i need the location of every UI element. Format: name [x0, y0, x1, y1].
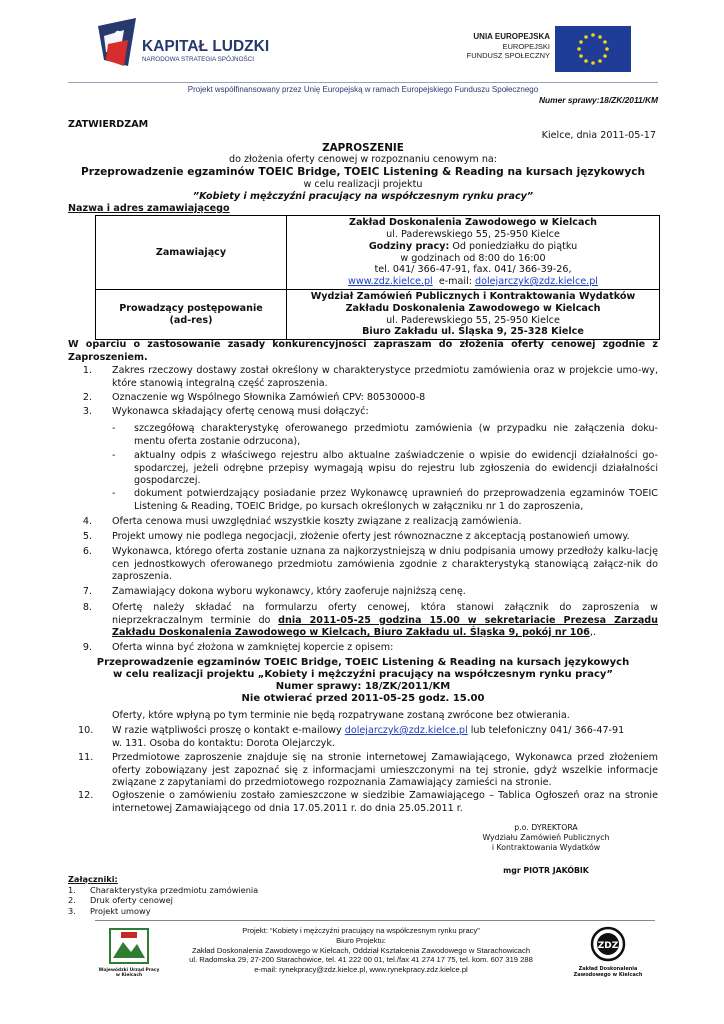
wup-caption: Wojewódzki Urząd Pracy w Kielcach: [98, 968, 160, 979]
item-text: Przedmiotowe zaproszenie znajduje się na stronie internetowej Zamawiającego, Wykonawca przed złożeniem oferty zobowiązany jest zapoznać się z informacjami umieszczonymi na tej stronie, gdyż wszelkie informacje związane z zapytaniami do przedmiotowego rozpoznania Zamawiający zamieści na stronie.: [112, 752, 658, 788]
item-text: Wykonawca, którego oferta zostanie uznana za najkorzystniejszą w dniu podpisania umowy przedłoży kalku-lację cen jednostkowych oferowanego przedmiotu zamówienia zgodnie z charakterystyką stanowiącą załącz-nik do zaproszenia.: [112, 546, 658, 582]
zdz-caption: Zakład Doskonalenia Zawodowego w Kielcach: [573, 966, 643, 978]
website-link[interactable]: www.zdz.kielce.pl: [348, 276, 433, 288]
signature-role: p.o. DYREKTORA: [514, 823, 578, 832]
conductor-label: Prowadzący postępowanie (ad-res): [96, 290, 287, 340]
orderer-name: Zakład Doskonalenia Zawodowego w Kielcach: [349, 217, 597, 229]
bullet-dash: -: [112, 450, 116, 461]
list-item: [78, 516, 658, 529]
list-item: [78, 725, 658, 750]
item10-text: W razie wątpliwości proszę o kontakt e-mailowy: [112, 725, 345, 736]
item-number: 1.: [82, 365, 92, 376]
item-number: 5.: [82, 531, 92, 542]
orderer-hours: [289, 241, 657, 253]
bullet-dash: -: [112, 488, 116, 499]
conductor-details: [287, 290, 660, 340]
footer-email: e-mail: rynekpracy@zdz.kielce.pl, www.rynekpracy.zdz.kielce.pl: [254, 965, 468, 975]
item-text: Oferta cenowa musi uwzględniać wszystkie koszty związane z realizacją zamówienia.: [112, 516, 522, 527]
attachment-item: [68, 895, 258, 906]
doc-subtitle-1: do złożenia oferty cenowej w rozpoznaniu cenowym na:: [228, 154, 498, 165]
footer-divider: [95, 920, 655, 921]
item-text: [112, 602, 658, 640]
conductor-name-2: Zakładu Doskonalenia Zawodowego w Kielcach: [345, 302, 601, 314]
item-number: 9.: [82, 642, 92, 653]
item-number: 3.: [82, 406, 92, 417]
envelope-line-2: w celu realizacji projektu „Kobiety i mężczyźni pracujący na współczesnym rynku pracy”: [113, 669, 613, 680]
item-text: Ogłoszenie o zamówieniu zostało zamieszczone w siedzibie Zamawiającego – Tablica Ogłoszeń oraz na stronie internetowej Zamawiającego od dnia 17.05.2011 r. do dnia 25.05.2011 r.: [112, 790, 658, 814]
orderer-label: Zamawiający: [96, 216, 287, 290]
footer-office-label: Biuro Projektu:: [336, 935, 386, 945]
attachment-number: 1.: [68, 884, 76, 895]
hours-days: Od poniedziałku do piątku: [449, 240, 578, 252]
item-text: szczegółową charakterystykę oferowanego przedmiotu zamówienia (w przypadku nie załączenia doku-mentu oferta zostanie odrzucona),: [134, 423, 658, 447]
table-row: [96, 290, 660, 340]
email-link[interactable]: dolejarczyk@zdz.kielce.pl: [475, 276, 598, 288]
list-item: [78, 546, 658, 584]
kl-emblem-icon: [94, 14, 140, 70]
wup-logo: [97, 928, 161, 984]
bullet-dash: -: [112, 423, 116, 434]
footer-project: Projekt: “Kobiety i mężczyźni pracujący na współczesnym rynku pracy”: [242, 926, 480, 935]
header-divider: [68, 82, 658, 83]
list-item: [78, 642, 658, 655]
item-number: 12.: [78, 790, 94, 801]
orderer-contact: [289, 276, 657, 288]
item10-contact: w. 131. Osoba do kontaktu: Dorota Olejarczyk.: [112, 737, 335, 749]
item-number: 8.: [82, 602, 92, 613]
section-heading: Nazwa i adres zamawiającego: [68, 203, 230, 214]
late-offers-note: Oferty, które wpłyną po tym terminie nie będą rozpatrywane zostaną zwrócone bez otwierania.: [112, 710, 570, 721]
conductor-address: ul. Paderewskiego 55, 25-950 Kielce: [386, 314, 560, 326]
item-text: dokument potwierdzający posiadanie przez Wykonawcę uprawnień do przeprowadzenia egzaminów TOEIC Listening & Reading, TOEIC Bridge, po kursach określonych w załączniku nr 1 do zaproszenia,: [134, 488, 658, 512]
doc-project: ”Kobiety i mężczyźni pracujący na współczesnym rynku pracy”: [192, 191, 534, 202]
attachment-number: 3.: [68, 905, 76, 916]
item10-phone: lub telefoniczny 041/ 366-47-91: [467, 725, 625, 736]
attachments-heading: Załączniki:: [68, 874, 118, 884]
deadline-text: dnia 2011-05-25 godzina 15.00 w sekretariacie Prezesa Zarządu Zakładu Doskonalenia Zawodowego w Kielcach, Biuro Zakładu ul. Śląska 9, pokój nr 106: [112, 614, 658, 638]
cofinance-banner: Projekt współfinansowany przez Unię Europejską w ramach Europejskiego Funduszu Społecznego: [187, 85, 539, 94]
orderer-phone: tel. 041/ 366-47-91, fax. 041/ 366-39-26,: [374, 264, 572, 276]
attachment-item: [68, 906, 258, 917]
eu-line1: UNIA EUROPEJSKA: [473, 32, 550, 41]
zdz-emblem-icon: [587, 926, 629, 962]
item-number: 2.: [82, 392, 92, 403]
item-text: Oferta winna być złożona w zamkniętej kopercie z opisem:: [112, 642, 394, 653]
footer-office-name: Zakład Doskonalenia Zawodowego w Kielcach, Oddział Kształcenia Zawodowego w Starachowicach: [191, 945, 531, 955]
orderer-details: [287, 216, 660, 290]
list-item: [78, 406, 658, 419]
doc-subject: Przeprowadzenie egzaminów TOEIC Bridge, TOEIC Listening & Reading na kursach językowych: [80, 166, 646, 178]
kl-title: KAPITAŁ LUDZKI: [142, 38, 270, 55]
envelope-line-4: Nie otwierać przed 2011-05-25 godz. 15.00: [241, 693, 485, 704]
orderer-address: ul. Paderewskiego 55, 25-950 Kielce: [386, 228, 560, 240]
case-number: Numer sprawy:18/ZK/2011/KM: [539, 95, 658, 105]
item-number: 7.: [82, 586, 92, 597]
list-item: [78, 531, 658, 544]
item8-text: Ofertę należy składać na formularzu oferty cenowej, która stanowi załącznik do zaproszenia w nieprzekraczalnym terminie do: [112, 602, 658, 626]
eu-flag: [555, 26, 631, 72]
email-label: e-mail:: [432, 276, 476, 288]
eu-line3: FUNDUSZ SPOŁECZNY: [466, 51, 550, 60]
signature-name: mgr PIOTR JAKÓBIK: [503, 865, 589, 875]
item-text: [112, 725, 658, 750]
attachment-number: 2.: [68, 895, 76, 905]
list-item: [78, 586, 658, 599]
orderer-table: [95, 215, 660, 340]
eu-stars-icon: [555, 26, 631, 72]
approve-label: ZATWIERDZAM: [68, 119, 149, 130]
list-item: [78, 790, 658, 815]
item-number: 10.: [78, 725, 94, 736]
attachment-label: Druk oferty cenowej: [90, 895, 173, 905]
list-item: [78, 365, 658, 390]
attachment-label: Projekt umowy: [90, 905, 151, 916]
doc-subtitle-2: w celu realizacji projektu: [303, 179, 423, 190]
place-date: Kielce, dnia 2011-05-17: [541, 130, 656, 141]
envelope-line-3: Numer sprawy: 18/ZK/2011/KM: [275, 681, 451, 692]
attachment-item: [68, 885, 258, 896]
kl-subtitle: NARODOWA STRATEGIA SPÓJNOŚCI: [142, 56, 254, 63]
orderer-hours-time: w godzinach od 8:00 do 16:00: [400, 252, 546, 264]
kapital-ludzki-logo: [94, 14, 284, 70]
signature-dept-1: Wydziału Zamówień Publicznych: [482, 833, 610, 843]
item-text: Zakres rzeczowy dostawy został określony w charakterystyce przedmiotu zamówienia oraz w projekcie umo-wy, które stanowią integralną część zaproszenia.: [112, 365, 658, 389]
eu-text-block: [454, 32, 550, 60]
footer-text: [165, 926, 557, 975]
item-number: 4.: [82, 516, 92, 527]
list-item: [112, 423, 658, 448]
attachment-label: Charakterystyka przedmiotu zamówienia: [90, 884, 259, 895]
table-row: [96, 216, 660, 290]
list-item: [112, 450, 658, 488]
item-number: 6.: [82, 546, 92, 557]
item-text: Oznaczenie wg Wspólnego Słownika Zamówień CPV: 80530000-8: [112, 392, 426, 403]
signature-block: [466, 823, 626, 876]
list-item: [112, 488, 658, 513]
eu-line2: EUROPEJSKI: [502, 42, 550, 51]
attachments: [68, 874, 258, 916]
item8-end: ,.: [589, 627, 596, 638]
list-item: [78, 392, 658, 405]
hours-label: Godziny pracy:: [368, 240, 450, 252]
item-text: Wykonawca składający ofertę cenową musi dołączyć:: [112, 406, 369, 417]
item-text: aktualny odpis z właściwego rejestru albo aktualne zaświadczenie o wpisie do ewidencji działalności go-spodarczej, jeżeli odrębne przepisy wymagają wpisu do rejestru lub zgłoszenia do ewidencji działalności gospodarczej.: [134, 450, 658, 486]
signature-dept-2: i Kontraktowania Wydatków: [491, 843, 601, 853]
item-number: 11.: [78, 752, 94, 763]
wup-emblem-icon: [109, 928, 149, 964]
intro-paragraph: W oparciu o zastosowanie zasady konkurencyjności zapraszam do złożenia oferty cenowej zgodnie z Zaproszeniem.: [68, 339, 658, 363]
item-text: Zamawiający dokona wyboru wykonawcy, który zaoferuje najniższą cenę.: [112, 586, 466, 597]
zdz-logo: [560, 926, 656, 978]
conductor-name-1: Wydział Zamówień Publicznych i Kontraktowania Wydatków: [310, 290, 636, 302]
conductor-office: Biuro Zakładu ul. Śląska 9, 25-328 Kielce: [362, 326, 584, 338]
svg-text:ZDZ: ZDZ: [597, 941, 619, 951]
doc-title: ZAPROSZENIE: [322, 142, 404, 154]
footer-address: ul. Radomska 29, 27-200 Starachowice, tel. 41 222 00 01, tel./fax 41 274 17 75, tel. kom. 607 319 288: [189, 955, 533, 965]
list-item: [78, 602, 658, 640]
envelope-line-1: Przeprowadzenie egzaminów TOEIC Bridge, TOEIC Listening & Reading na kursach językowych: [96, 657, 630, 668]
contact-email-link[interactable]: dolejarczyk@zdz.kielce.pl: [344, 725, 468, 736]
list-item: [78, 752, 658, 790]
item-text: Projekt umowy nie podlega negocjacji, złożenie oferty jest równoznaczne z akceptacją postanowień umowy.: [112, 531, 630, 542]
